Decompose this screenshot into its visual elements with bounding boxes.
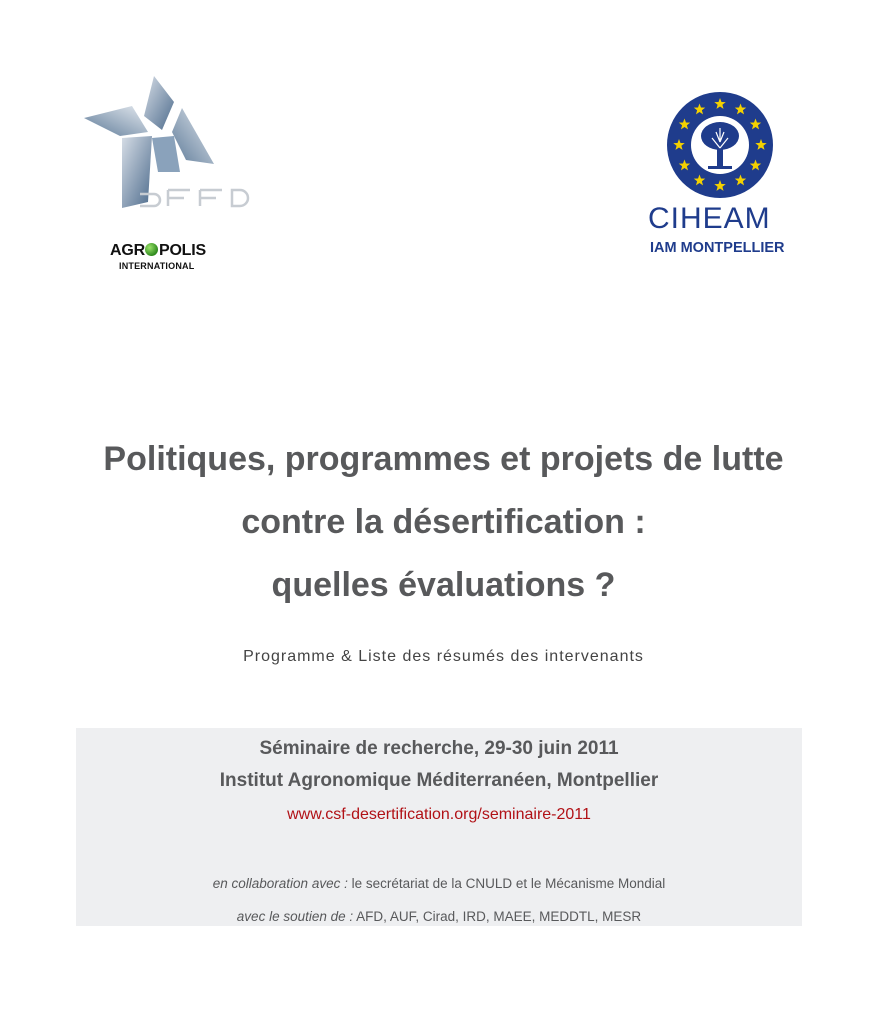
collaboration-label: en collaboration avec : xyxy=(212,876,348,891)
ciheam-name: CIHEAM xyxy=(648,202,771,235)
agropolis-wordmark: AGR POLIS xyxy=(110,242,206,259)
support-line xyxy=(76,909,802,924)
document-title xyxy=(0,428,887,617)
document-subtitle: Programme & Liste des résumés des intervenants xyxy=(243,648,644,665)
seminar-url-link[interactable]: www.csf-desertification.org/seminaire-2011 xyxy=(287,806,591,823)
title-line-1: Politiques, programmes et projets de lutte xyxy=(103,440,784,478)
agropolis-subtitle: INTERNATIONAL xyxy=(119,261,195,271)
ciheam-subtitle: IAM MONTPELLIER xyxy=(650,240,785,256)
collaboration-text: le secrétariat de la CNULD et le Mécanisme Mondial xyxy=(347,876,666,891)
support-text: AFD, AUF, Cirad, IRD, MAEE, MEDDTL, MESR xyxy=(353,909,642,924)
csfd-logo xyxy=(82,72,252,212)
agropolis-logo xyxy=(110,242,225,276)
seminar-info-box xyxy=(76,728,802,926)
title-line-3: quelles évaluations ? xyxy=(271,566,616,604)
csfd-star-icon xyxy=(82,72,252,212)
seminar-dates: Séminaire de recherche, 29-30 juin 2011 xyxy=(259,738,619,759)
collaboration-line xyxy=(76,876,802,891)
seminar-venue: Institut Agronomique Méditerranéen, Montpellier xyxy=(219,770,659,791)
agropolis-globe-icon xyxy=(145,243,158,256)
support-label: avec le soutien de : xyxy=(236,909,354,924)
ciheam-logo xyxy=(640,90,800,260)
title-line-2: contre la désertification : xyxy=(241,503,646,541)
ciheam-emblem-icon xyxy=(640,90,800,200)
